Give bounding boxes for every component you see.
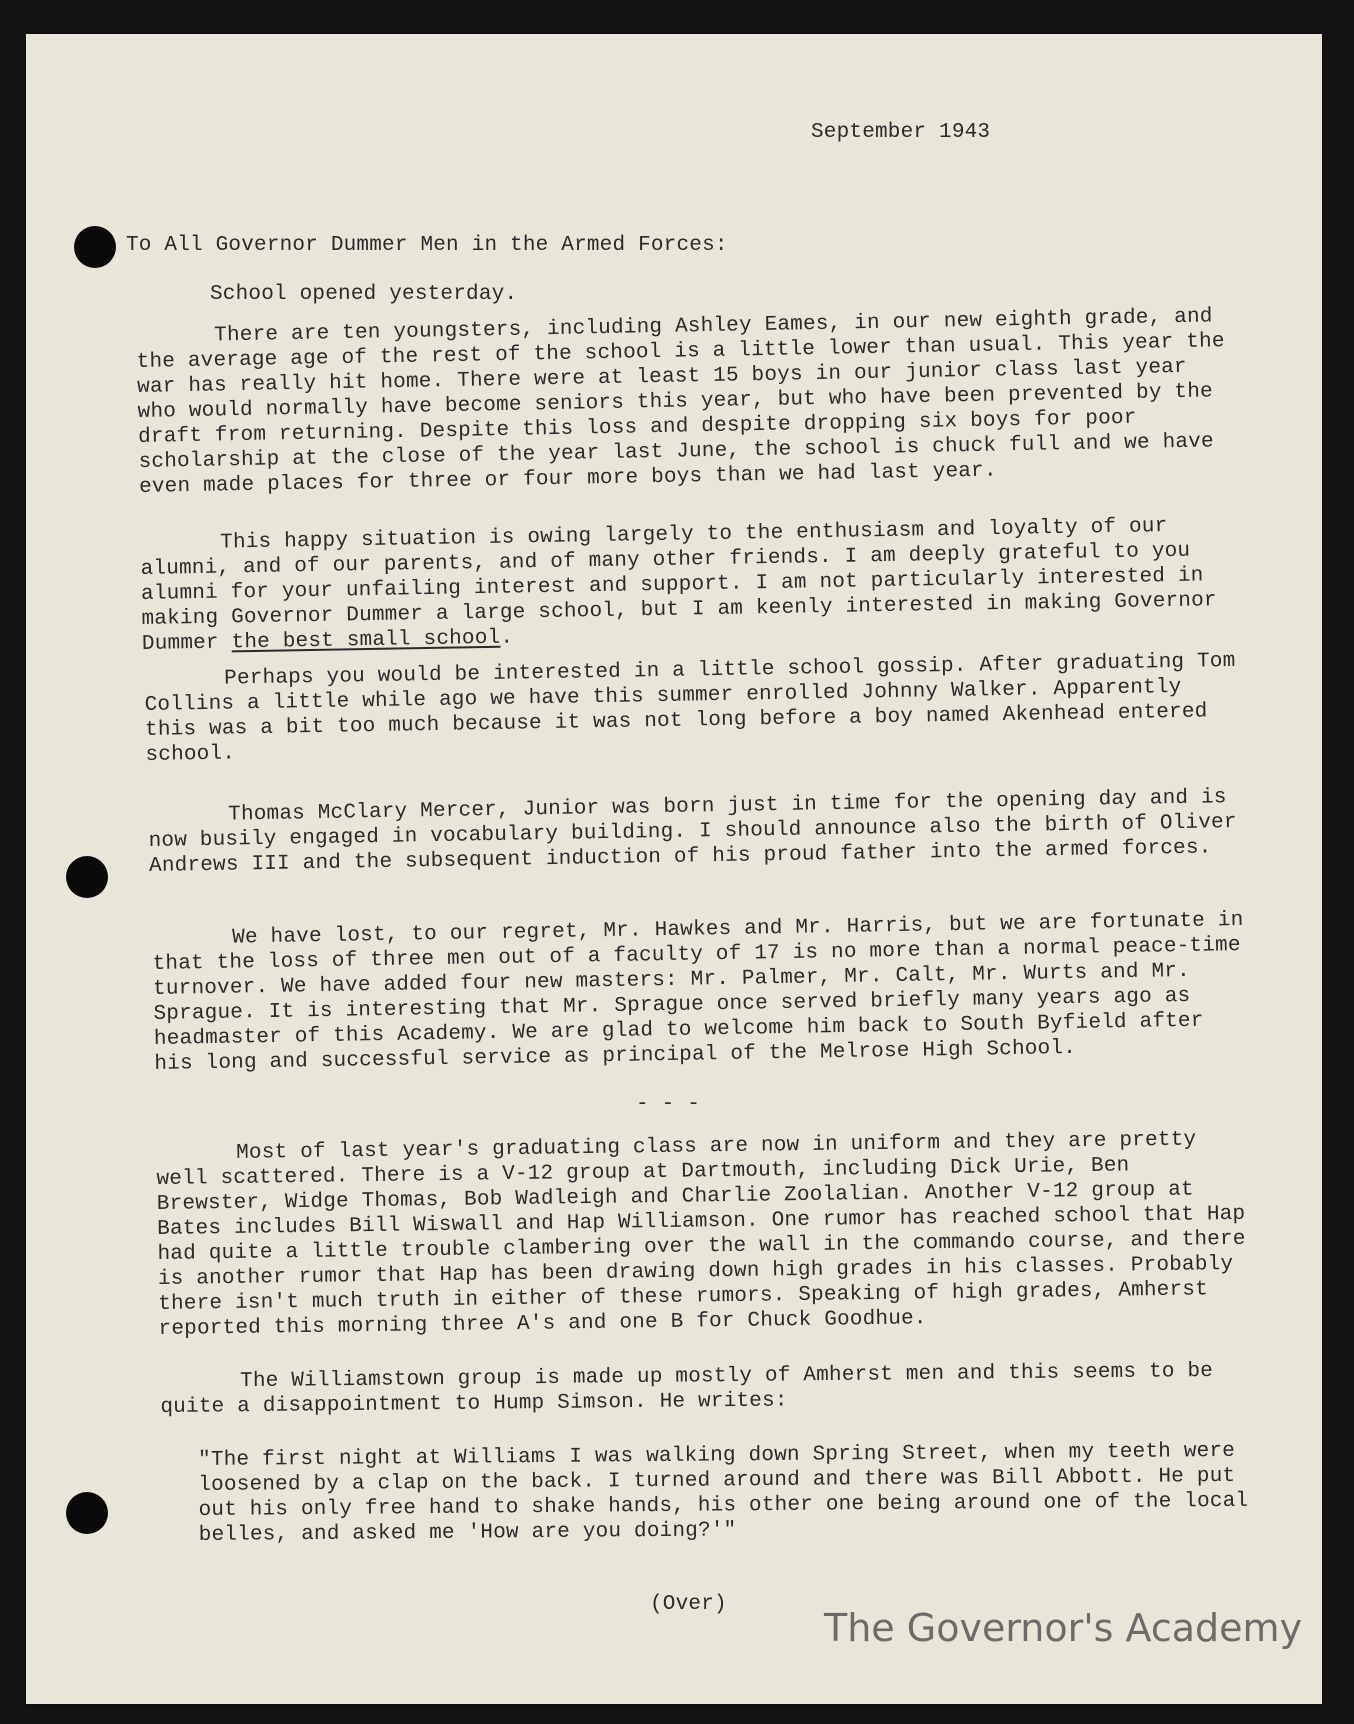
paragraph-births: Thomas McClary Mercer, Junior was born just in time for the opening day and is now busily engaged in vocabulary building. I should announce also the birth of Oliver Andrews III and the subsequent induction of his proud father into the armed forces. bbox=[148, 785, 1250, 878]
paragraph-gratitude bbox=[140, 513, 1242, 657]
paragraph-graduating-class: Most of last year's graduating class are now in uniform and they are pretty well scattered. There is a V-12 group at Dartmouth, including Dick Urie, Ben Brewster, Widge Thomas, Bob Wadleigh and Charlie Zoolalian. Another V-12 group at Bates includes Bill Wiswall and Hap Williamson. One rumor has reached school that Hap had quite a little trouble clambering over the wall in the commando course, and there is another rumor that Hap has been drawing down high grades in his classes. Probably there isn't much truth in either of these rumors. Speaking of high grades, Amherst reported this morning three A's and one B for Chuck Goodhue. bbox=[156, 1128, 1259, 1341]
punch-hole-bottom bbox=[66, 1492, 108, 1534]
paragraph-faculty: We have lost, to our regret, Mr. Hawkes and Mr. Harris, but we are fortunate in that the loss of three men out of a faculty of 17 is no more than a normal peace-time turnover. We have added four new masters: Mr. Palmer, Mr. Calt, Mr. Wurts and Mr. Sprague. It is interesting that Mr. Sprague once served briefly many years ago as headmaster of this Academy. We are glad to welcome him back to South Byfield after his long and successful service as principal of the Melrose High School. bbox=[152, 908, 1257, 1076]
punch-hole-middle bbox=[66, 856, 108, 898]
paragraph-school-gossip: Perhaps you would be interested in a little school gossip. After graduating Tom Collins a little while ago we have this summer enrolled Johnny Walker. Apparently this was a bit too much because it was not long before a boy named Akenhead entered school. bbox=[144, 649, 1249, 767]
quote-hump-simson: "The first night at Williams I was walking down Spring Street, when my teeth were loosened by a clap on the back. I turned around and there was Bill Abbott. He put out his only free hand to shake hands, his other one being around one of the local belles, and asked me 'How are you doing?'" bbox=[198, 1439, 1262, 1547]
letter-salutation: To All Governor Dummer Men in the Armed Forces: bbox=[126, 234, 728, 257]
academy-watermark: The Governor's Academy bbox=[824, 1606, 1303, 1650]
paragraph-gratitude-end: . bbox=[500, 626, 514, 650]
page-footer-over: (Over) bbox=[650, 1593, 727, 1616]
letter-page bbox=[26, 34, 1322, 1704]
paragraph-school-opened: School opened yesterday. bbox=[210, 283, 518, 306]
section-separator: - - - bbox=[636, 1093, 701, 1116]
letter-date: September 1943 bbox=[811, 121, 991, 144]
paragraph-gratitude-main: This happy situation is owing largely to the enthusiasm and loyalty of our alumni, and of our parents, and of many other friends. I am deeply grateful to you alumni for your unfailing interest and support. I am not particularly interested in making Governor Dummer a large school, but I am keenly interested in making Governor Dummer bbox=[140, 514, 1230, 656]
best-small-school-emphasis: the best small school bbox=[231, 626, 501, 655]
paragraph-williamstown: The Williamstown group is made up mostly of Amherst men and this seems to be quite a disappointment to Hump Simson. He writes: bbox=[160, 1359, 1226, 1419]
punch-hole-top bbox=[74, 226, 116, 268]
paragraph-enrollment: There are ten youngsters, including Ashley Eames, in our new eighth grade, and the average age of the rest of the school is a little lower than usual. This year the war has really hit home. There were at least 15 boys in our junior class last year who would normally have become seniors this year, but who have been prevented by the draft from returning. Despite this loss and despite dropping six boys for poor scholarship at the close of the year last June, the school is chuck full and we have even made places for three or four more boys than we had last year. bbox=[136, 305, 1238, 499]
